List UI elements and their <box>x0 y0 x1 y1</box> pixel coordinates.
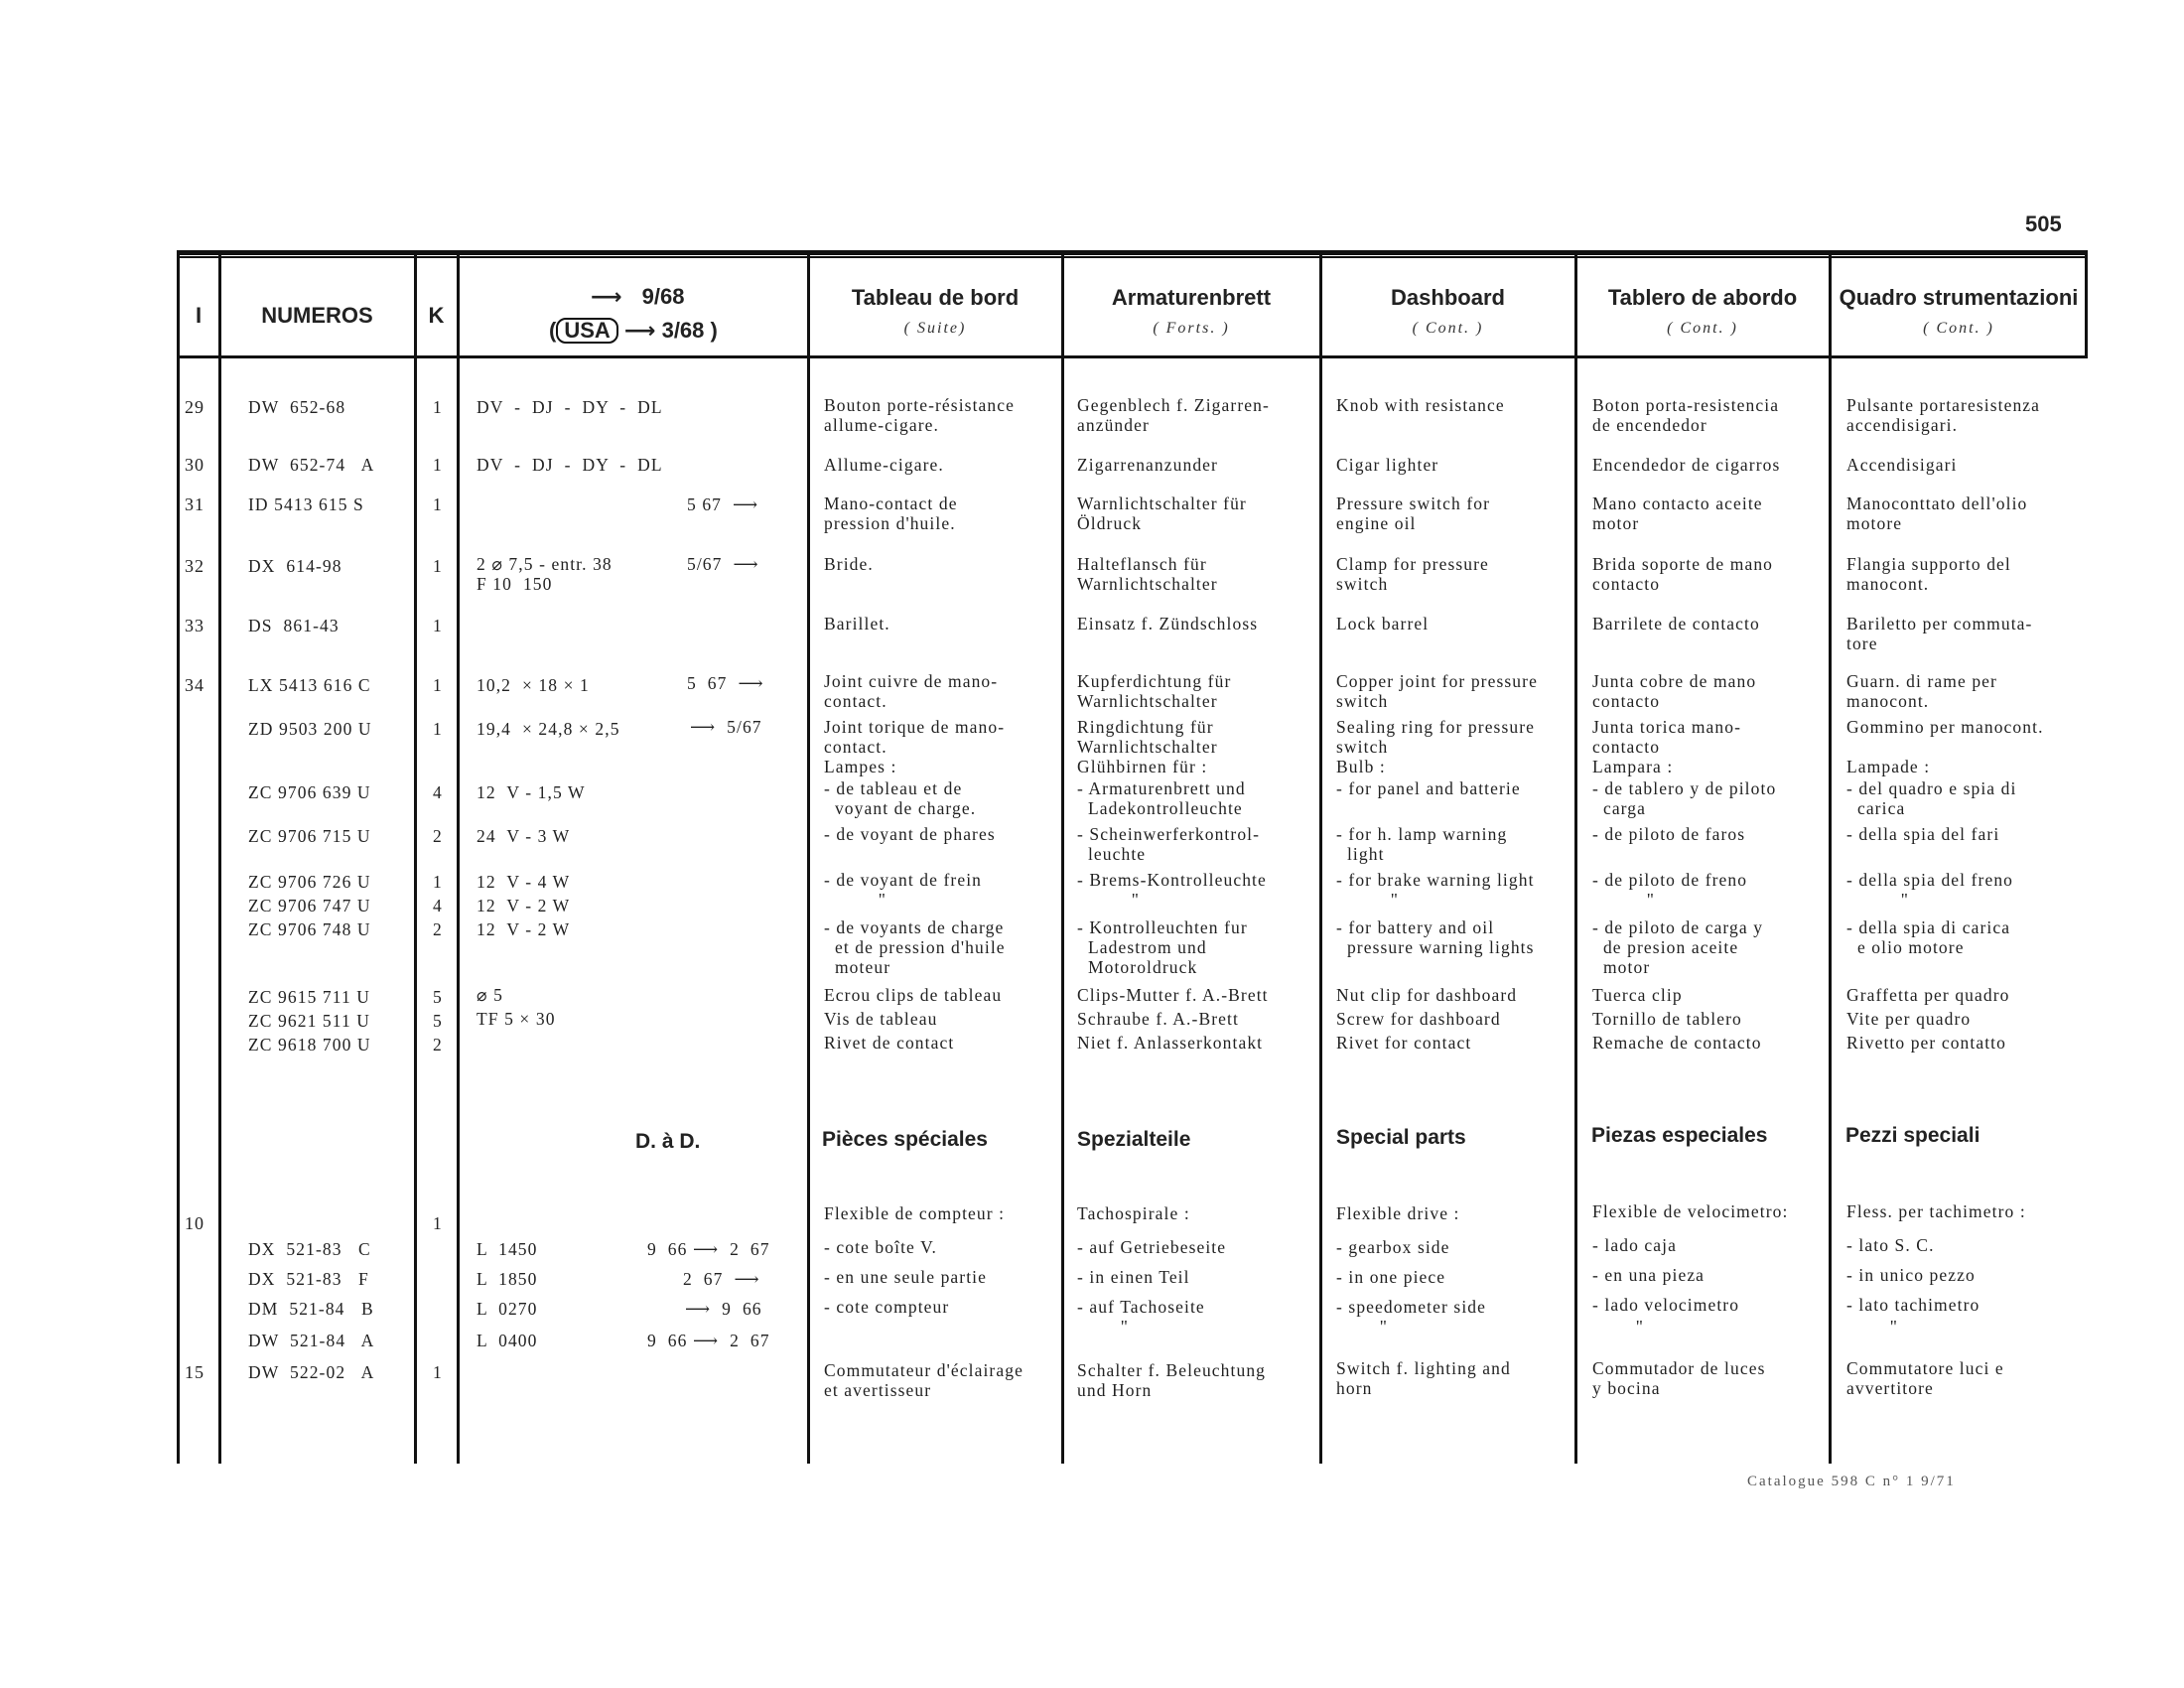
desc-es: Mano contacto aceite motor <box>1592 493 1763 533</box>
part-number: ID 5413 615 S <box>248 494 364 514</box>
desc-de: Schalter f. Beleuchtung und Horn <box>1077 1360 1267 1400</box>
desc-it: - lato tachimetro <box>1846 1295 1980 1315</box>
desc-it: Bariletto per commuta- tore <box>1846 614 2033 653</box>
desc-it: Gommino per manocont. Lampade : <box>1846 717 2044 776</box>
quantity: 1 <box>433 872 443 892</box>
part-number: ZC 9706 639 U <box>248 782 371 802</box>
arrow-icon: ⟶ <box>591 285 622 310</box>
desc-fr: - de voyant de phares <box>824 824 996 844</box>
desc-fr: Bouton porte-résistance allume-cigare. <box>824 395 1015 435</box>
row-index: 34 <box>185 675 205 695</box>
part-number: ZC 9706 747 U <box>248 896 371 915</box>
desc-es: Tornillo de tablero <box>1592 1009 1742 1029</box>
desc-it: Rivetto per contatto <box>1846 1033 2006 1053</box>
quantity: 2 <box>433 1035 443 1055</box>
desc-de: - auf Tachoseite <box>1077 1297 1205 1317</box>
section-title-fr: Pièces spéciales <box>822 1128 988 1151</box>
header-lang-en-sub: ( Cont. ) <box>1412 320 1484 337</box>
desc-de: Warnlichtschalter für Öldruck <box>1077 493 1247 533</box>
row-index: 33 <box>185 616 205 635</box>
desc-it: - del quadro e spia di carica <box>1846 778 2017 818</box>
desc-de: Halteflansch für Warnlichtschalter <box>1077 554 1218 594</box>
desc-de: - in einen Teil <box>1077 1267 1190 1287</box>
header-lang-de: Armaturenbrett <box>1111 285 1272 310</box>
quantity: 4 <box>433 782 443 802</box>
part-number: DW 652-68 <box>248 397 346 417</box>
spec: ⌀ 5 <box>477 985 503 1005</box>
part-number: LX 5413 616 C <box>248 675 371 695</box>
date-range: 5 67 ⟶ <box>687 673 764 693</box>
desc-es: Flexible de velocimetro: <box>1592 1201 1789 1221</box>
desc-it: Guarn. di rame per manocont. <box>1846 671 1997 711</box>
desc-en: Clamp for pressure switch <box>1336 554 1489 594</box>
part-number: DW 522-02 A <box>248 1362 375 1382</box>
desc-en: Switch f. lighting and horn <box>1336 1358 1511 1398</box>
desc-es: Boton porta-resistencia de encendedor <box>1592 395 1780 435</box>
desc-en: Pressure switch for engine oil <box>1336 493 1491 533</box>
part-number: ZC 9618 700 U <box>248 1035 371 1055</box>
col-divider <box>1061 250 1064 1464</box>
col-divider <box>1319 250 1322 1464</box>
desc-fr: Joint cuivre de mano- contact. <box>824 671 999 711</box>
part-number: DM 521-84 B <box>248 1299 374 1319</box>
row-index: 31 <box>185 494 205 514</box>
desc-it: Graffetta per quadro <box>1846 985 2010 1005</box>
desc-es: Junta cobre de mano contacto <box>1592 671 1757 711</box>
desc-de: Gegenblech f. Zigarren- anzünder <box>1077 395 1270 435</box>
desc-en: - for brake warning light " <box>1336 870 1535 910</box>
date-range: 5 67 ⟶ <box>687 494 759 514</box>
part-number: DW 521-84 A <box>248 1331 375 1350</box>
quantity: 5 <box>433 1011 443 1031</box>
part-number: ZC 9706 715 U <box>248 826 371 846</box>
desc-en: Copper joint for pressure switch <box>1336 671 1538 711</box>
desc-en: Knob with resistance <box>1336 395 1505 415</box>
desc-fr: - de voyant de frein " <box>824 870 983 910</box>
row-index: 10 <box>185 1213 205 1233</box>
desc-es: - lado caja <box>1592 1235 1677 1255</box>
quantity: 4 <box>433 896 443 915</box>
part-number: DX 521-83 C <box>248 1239 371 1259</box>
spec: 12 V - 2 W <box>477 919 571 939</box>
desc-de: - Scheinwerferkontrol- leuchte <box>1077 824 1261 864</box>
section-title-es: Piezas especiales <box>1591 1124 1768 1147</box>
desc-fr: - en une seule partie <box>824 1267 988 1287</box>
spec: 12 V - 1,5 W <box>477 782 586 802</box>
header-col-k: K <box>428 303 445 328</box>
col-divider <box>457 250 460 1464</box>
part-number: ZC 9615 711 U <box>248 987 371 1007</box>
header-lang-it: Quadro strumentazioni <box>1839 285 2079 310</box>
spec: L 1450 <box>477 1239 538 1259</box>
desc-it: Pulsante portaresistenza accendisigari. <box>1846 395 2041 435</box>
desc-es: Barrilete de contacto <box>1592 614 1760 633</box>
header-lang-es: Tablero de abordo <box>1607 285 1798 310</box>
desc-fr: Rivet de contact <box>824 1033 955 1053</box>
desc-it: - della spia del freno " <box>1846 870 2014 910</box>
page-number: 505 <box>2025 211 2062 236</box>
desc-it: - lato S. C. <box>1846 1235 1935 1255</box>
header-lang-fr: Tableau de bord <box>851 285 1020 310</box>
quantity: 1 <box>433 455 443 475</box>
desc-de: Clips-Mutter f. A.-Brett <box>1077 985 1269 1005</box>
row-index: 32 <box>185 556 205 576</box>
desc-en: - gearbox side <box>1336 1237 1450 1257</box>
quantity: 5 <box>433 987 443 1007</box>
desc-fr: - de voyants de charge et de pression d'huile moteur <box>824 917 1006 977</box>
spec: DV - DJ - DY - DL <box>477 397 663 417</box>
desc-es: Encendedor de cigarros <box>1592 455 1781 475</box>
table-header-border <box>177 355 2088 358</box>
quantity: 1 <box>433 719 443 739</box>
desc-de: Ringdichtung für Warnlichtschalter Glühbirnen für : <box>1077 717 1218 776</box>
header-col-numeros: NUMEROS <box>261 303 373 328</box>
quantity: 1 <box>433 616 443 635</box>
desc-en: Sealing ring for pressure switch Bulb : <box>1336 717 1536 776</box>
desc-it: - della spia del fari <box>1846 824 2000 844</box>
desc-it: Manoconttato dell'olio motore <box>1846 493 2028 533</box>
desc-fr: - cote boîte V. <box>824 1237 938 1257</box>
date-range: ⟶ 9 66 <box>685 1299 762 1319</box>
desc-it: Fless. per tachimetro : <box>1846 1201 2026 1221</box>
desc-es: " <box>1592 1317 1645 1336</box>
quantity: 1 <box>433 1213 443 1233</box>
date-range: 9 66 ⟶ 2 67 <box>647 1331 770 1350</box>
desc-es: - de tablero y de piloto carga <box>1592 778 1777 818</box>
row-index: 15 <box>185 1362 205 1382</box>
desc-de: Niet f. Anlasserkontakt <box>1077 1033 1264 1053</box>
desc-es: Brida soporte de mano contacto <box>1592 554 1774 594</box>
desc-de: Kupferdichtung für Warnlichtschalter <box>1077 671 1232 711</box>
spec: 2 ⌀ 7,5 - entr. 38 F 10 150 <box>477 554 613 594</box>
col-divider <box>177 250 180 1464</box>
desc-it: - in unico pezzo <box>1846 1265 1976 1285</box>
section-title-it: Pezzi speciali <box>1845 1124 1980 1147</box>
spec: TF 5 × 30 <box>477 1009 556 1029</box>
desc-de: Zigarrenanzunder <box>1077 455 1218 475</box>
catalogue-footer: Catalogue 598 C n° 1 9/71 <box>1747 1474 1956 1489</box>
desc-es: Commutador de luces y bocina <box>1592 1358 1766 1398</box>
desc-es: - de piloto de faros <box>1592 824 1746 844</box>
desc-it: Vite per quadro <box>1846 1009 1972 1029</box>
desc-en: - for h. lamp warning light <box>1336 824 1508 864</box>
desc-fr: Ecrou clips de tableau <box>824 985 1003 1005</box>
desc-en: " <box>1336 1317 1389 1336</box>
section-title-de: Spezialteile <box>1077 1128 1191 1151</box>
part-number: ZC 9621 511 U <box>248 1011 371 1031</box>
desc-de: Tachospirale : <box>1077 1203 1190 1223</box>
header-lang-it-sub: ( Cont. ) <box>1923 320 1994 337</box>
header-lang-fr-sub: ( Suite) <box>903 320 967 337</box>
part-number: DS 861-43 <box>248 616 340 635</box>
desc-es: - de piloto de freno " <box>1592 870 1748 910</box>
desc-fr: Commutateur d'éclairage et avertisseur <box>824 1360 1024 1400</box>
header-date-line-1: ⟶ 9/68 <box>591 284 685 310</box>
part-number: DX 521-83 F <box>248 1269 369 1289</box>
date-range: ⟶ 5/67 <box>690 717 762 737</box>
desc-de: Einsatz f. Zündschloss <box>1077 614 1259 633</box>
spec: 12 V - 2 W <box>477 896 571 915</box>
desc-de: - Brems-Kontrolleuchte " <box>1077 870 1267 910</box>
desc-fr: - cote compteur <box>824 1297 950 1317</box>
spec: 24 V - 3 W <box>477 826 571 846</box>
quantity: 1 <box>433 397 443 417</box>
header-lang-en: Dashboard <box>1391 285 1505 310</box>
part-number: ZC 9706 748 U <box>248 919 371 939</box>
part-number: ZC 9706 726 U <box>248 872 371 892</box>
desc-es: - lado velocimetro <box>1592 1295 1740 1315</box>
desc-de: - Armaturenbrett und Ladekontrolleuchte <box>1077 778 1246 818</box>
desc-fr: Mano-contact de pression d'huile. <box>824 493 958 533</box>
desc-en: Flexible drive : <box>1336 1203 1460 1223</box>
header-date-line-2: ( USA ⟶ 3/68 ) <box>549 318 718 344</box>
header-col-i: I <box>195 303 203 328</box>
col-divider <box>1574 250 1577 1464</box>
usa-badge: USA <box>556 318 617 344</box>
desc-en: Cigar lighter <box>1336 455 1439 475</box>
desc-fr: Bride. <box>824 554 874 574</box>
spec: 12 V - 4 W <box>477 872 571 892</box>
desc-en: Nut clip for dashboard <box>1336 985 1518 1005</box>
row-index: 29 <box>185 397 205 417</box>
section-dad-label: D. à D. <box>635 1130 701 1153</box>
spec: L 0400 <box>477 1331 538 1350</box>
desc-it: Accendisigari <box>1846 455 1958 475</box>
desc-es: - de piloto de carga y de presion aceite motor <box>1592 917 1764 977</box>
part-number: DX 614-98 <box>248 556 342 576</box>
desc-en: Rivet for contact <box>1336 1033 1472 1053</box>
quantity: 2 <box>433 919 443 939</box>
desc-en: - for battery and oil pressure warning lights <box>1336 917 1535 957</box>
desc-de: " <box>1077 1317 1130 1336</box>
desc-fr: Joint torique de mano- contact. Lampes : <box>824 717 1006 776</box>
desc-es: Remache de contacto <box>1592 1033 1762 1053</box>
date-range: 2 67 ⟶ <box>683 1269 760 1289</box>
desc-fr: Allume-cigare. <box>824 455 944 475</box>
desc-fr: Flexible de compteur : <box>824 1203 1006 1223</box>
desc-fr: - de tableau et de voyant de charge. <box>824 778 977 818</box>
part-number: DW 652-74 A <box>248 455 375 475</box>
quantity: 2 <box>433 826 443 846</box>
desc-en: Lock barrel <box>1336 614 1430 633</box>
quantity: 1 <box>433 1362 443 1382</box>
desc-de: - Kontrolleuchten fur Ladestrom und Motoroldruck <box>1077 917 1248 977</box>
header-lang-es-sub: ( Cont. ) <box>1667 320 1738 337</box>
header-lang-de-sub: ( Forts. ) <box>1153 320 1230 337</box>
desc-en: - speedometer side <box>1336 1297 1486 1317</box>
desc-es: - en una pieza <box>1592 1265 1706 1285</box>
col-divider <box>807 250 810 1464</box>
table-top-border-inner <box>177 256 2088 258</box>
row-index: 30 <box>185 455 205 475</box>
date-range: 5/67 ⟶ <box>687 554 759 574</box>
desc-it: Flangia supporto del manocont. <box>1846 554 2011 594</box>
desc-es: Junta torica mano- contacto Lampara : <box>1592 717 1742 776</box>
part-number: ZD 9503 200 U <box>248 719 372 739</box>
desc-en: Screw for dashboard <box>1336 1009 1501 1029</box>
quantity: 1 <box>433 494 443 514</box>
spec: 19,4 × 24,8 × 2,5 <box>477 719 620 739</box>
spec: DV - DJ - DY - DL <box>477 455 663 475</box>
section-title-en: Special parts <box>1336 1126 1466 1149</box>
desc-it: " <box>1846 1317 1899 1336</box>
spec: 10,2 × 18 × 1 <box>477 675 590 695</box>
desc-fr: Vis de tableau <box>824 1009 938 1029</box>
date-range: 9 66 ⟶ 2 67 <box>647 1239 770 1259</box>
desc-it: - della spia di carica e olio motore <box>1846 917 2011 957</box>
arrow-icon: ⟶ <box>623 319 656 344</box>
quantity: 1 <box>433 675 443 695</box>
col-divider <box>414 250 417 1464</box>
desc-de: Schraube f. A.-Brett <box>1077 1009 1239 1029</box>
quantity: 1 <box>433 556 443 576</box>
desc-de: - auf Getriebeseite <box>1077 1237 1227 1257</box>
col-divider <box>1829 250 1832 1464</box>
desc-en: - for panel and batterie <box>1336 778 1521 798</box>
spec: L 0270 <box>477 1299 538 1319</box>
spec: L 1850 <box>477 1269 538 1289</box>
col-divider <box>218 250 221 1464</box>
desc-it: Commutatore luci e avvertitore <box>1846 1358 2004 1398</box>
desc-es: Tuerca clip <box>1592 985 1683 1005</box>
desc-en: - in one piece <box>1336 1267 1446 1287</box>
table-top-border <box>177 250 2088 255</box>
desc-fr: Barillet. <box>824 614 890 633</box>
